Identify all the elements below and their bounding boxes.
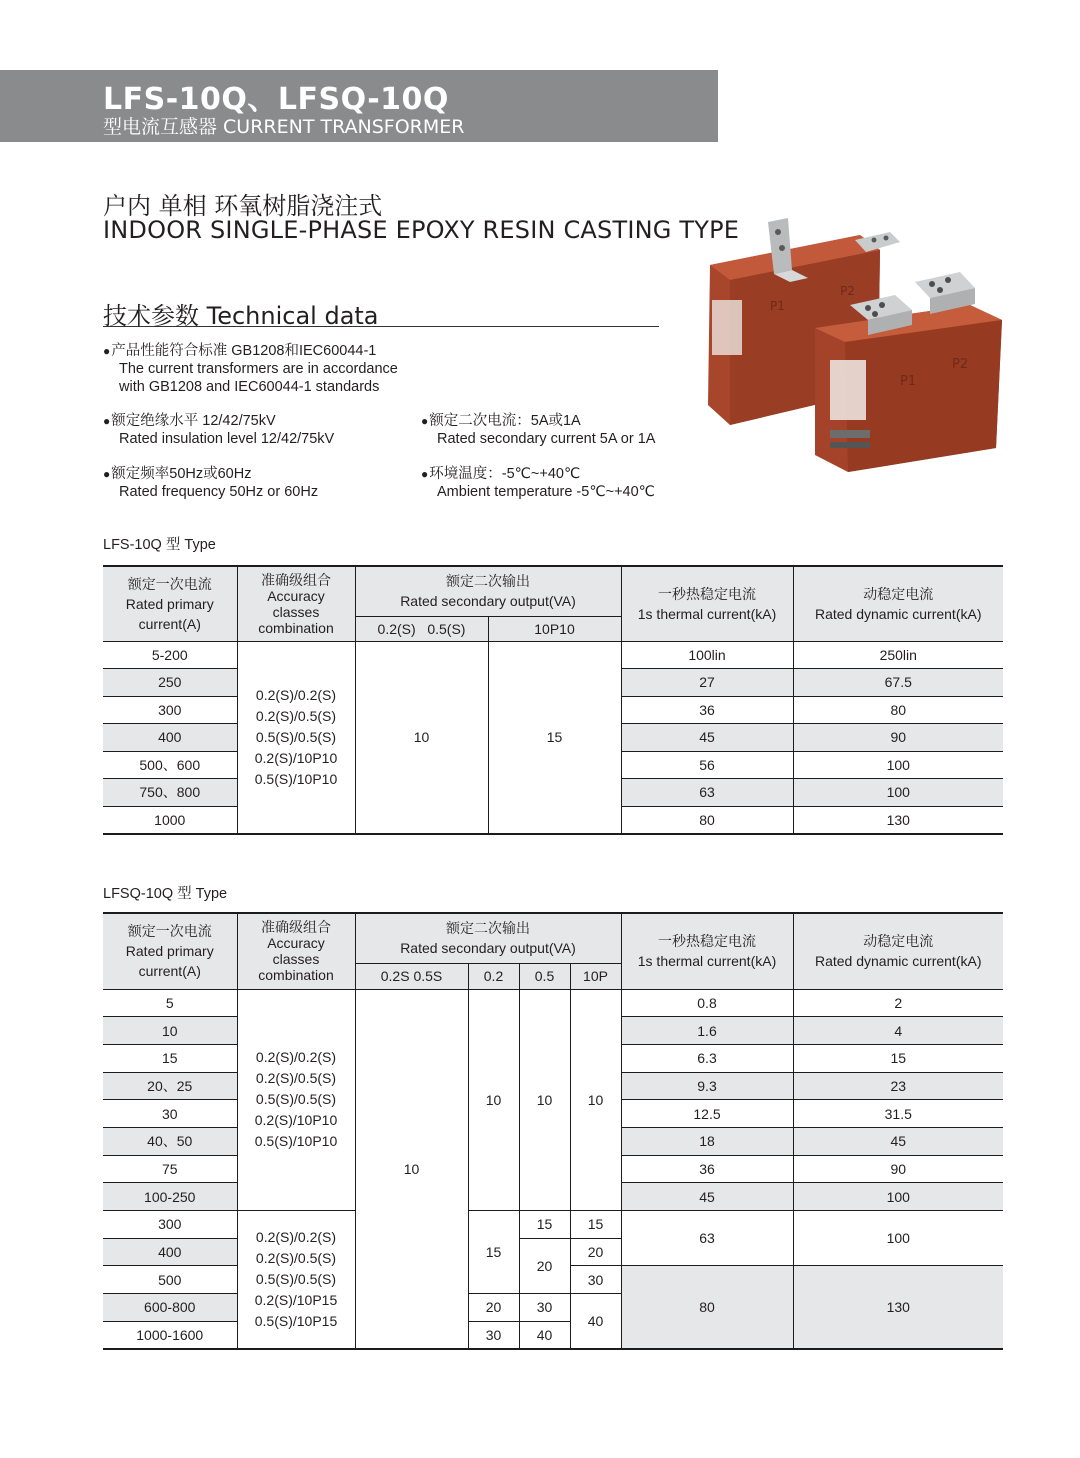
spec-frequency bbox=[103, 465, 318, 501]
current-transformer-photo bbox=[690, 210, 1040, 490]
output-05-lower-a: 15 bbox=[519, 1211, 570, 1239]
output-02s-05s-value: 10 bbox=[355, 989, 468, 1349]
table-cell: 0.8 bbox=[621, 989, 793, 1017]
table-cell: 300 bbox=[103, 696, 237, 724]
table-cell: 36 bbox=[621, 1155, 793, 1183]
table-cell: 100-250 bbox=[103, 1183, 237, 1211]
header-02s-05s: 0.2(S) 0.5(S) bbox=[355, 616, 488, 641]
table-cell: 500、600 bbox=[103, 751, 237, 779]
table-cell: 250lin bbox=[793, 641, 1003, 669]
output-10p-lower-b: 20 bbox=[570, 1238, 621, 1266]
output-05-lower-c: 30 bbox=[519, 1294, 570, 1322]
table-cell: 100 bbox=[793, 1183, 1003, 1211]
table-cell: 10 bbox=[103, 1017, 237, 1045]
table-cell: 40、50 bbox=[103, 1127, 237, 1155]
table-cell: 15 bbox=[793, 1044, 1003, 1072]
table-cell: 23 bbox=[793, 1072, 1003, 1100]
table-cell: 100 bbox=[793, 751, 1003, 779]
output-02-lower-c: 30 bbox=[468, 1321, 519, 1349]
technical-data-heading: 技术参数 Technical data bbox=[103, 302, 379, 330]
header-02: 0.2 bbox=[468, 963, 519, 989]
spec-standard-zh: ● 产品性能符合标准 GB1208和IEC60044-1 bbox=[103, 342, 398, 360]
header-rated-primary: 额定一次电流 Rated primary current(A) bbox=[103, 566, 237, 641]
header-02s-05s: 0.2S 0.5S bbox=[355, 963, 468, 989]
table-cell: 80 bbox=[793, 696, 1003, 724]
table-cell: 1000-1600 bbox=[103, 1321, 237, 1349]
table-cell: 600-800 bbox=[103, 1294, 237, 1322]
table-cell: 500 bbox=[103, 1266, 237, 1294]
table-cell: 31.5 bbox=[793, 1100, 1003, 1128]
table-cell: 45 bbox=[621, 724, 793, 752]
header-thermal-current: 一秒热稳定电流 1s thermal current(kA) bbox=[621, 566, 793, 641]
table-cell: 63 bbox=[621, 1211, 793, 1266]
spec-standard-en1: The current transformers are in accordance bbox=[119, 361, 398, 377]
table-cell: 6.3 bbox=[621, 1044, 793, 1072]
p1-label-back: P1 bbox=[770, 299, 785, 313]
spec-temperature-en: Ambient temperature -5℃~+40℃ bbox=[437, 484, 655, 500]
spec-insulation bbox=[103, 412, 334, 448]
table-cell: 45 bbox=[793, 1127, 1003, 1155]
output-05-upper: 10 bbox=[519, 989, 570, 1211]
table-cell: 130 bbox=[793, 1266, 1003, 1349]
heading-divider bbox=[103, 326, 659, 327]
p2-label-back: P2 bbox=[840, 284, 855, 298]
spec-standard bbox=[103, 342, 398, 396]
spec-standard-en2: with GB1208 and IEC60044-1 standards bbox=[119, 379, 380, 395]
table-cell: 15 bbox=[103, 1044, 237, 1072]
spec-temperature-zh: ● 环境温度：-5℃~+40℃ bbox=[421, 465, 655, 483]
table-cell: 90 bbox=[793, 1155, 1003, 1183]
table-cell: 400 bbox=[103, 1238, 237, 1266]
table-cell: 80 bbox=[621, 1266, 793, 1349]
spec-insulation-en: Rated insulation level 12/42/75kV bbox=[119, 431, 335, 447]
title-banner bbox=[0, 70, 718, 142]
output-02s-05s-value: 10 bbox=[355, 641, 488, 834]
spec-secondary-zh: ● 额定二次电流：5A或1A bbox=[421, 412, 655, 430]
header-accuracy: 准确级组合 Accuracy classes combination bbox=[237, 913, 355, 989]
header-10p10: 10P10 bbox=[488, 616, 621, 641]
table-cell: 400 bbox=[103, 724, 237, 752]
lfs-10q-table bbox=[103, 565, 1003, 835]
type-description-en: INDOOR SINGLE-PHASE EPOXY RESIN CASTING TYPE bbox=[103, 216, 740, 244]
table-cell: 56 bbox=[621, 751, 793, 779]
table-cell: 100lin bbox=[621, 641, 793, 669]
table-cell: 9.3 bbox=[621, 1072, 793, 1100]
header-accuracy: 准确级组合 Accuracy classes combination bbox=[237, 566, 355, 641]
table-cell: 4 bbox=[793, 1017, 1003, 1045]
model-title: LFS-10Q、LFSQ-10Q bbox=[103, 82, 449, 117]
output-10p-lower-a: 15 bbox=[570, 1211, 621, 1239]
header-dynamic-current: 动稳定电流 Rated dynamic current(kA) bbox=[793, 566, 1003, 641]
product-subtitle: 型电流互感器 CURRENT TRANSFORMER bbox=[103, 116, 465, 138]
table2-caption: LFSQ-10Q 型 Type bbox=[103, 886, 228, 902]
output-10p-upper: 10 bbox=[570, 989, 621, 1211]
spec-temperature bbox=[421, 465, 655, 501]
table-cell: 100 bbox=[793, 779, 1003, 807]
table-cell: 80 bbox=[621, 806, 793, 834]
table-cell: 20、25 bbox=[103, 1072, 237, 1100]
table-cell: 1000 bbox=[103, 806, 237, 834]
spec-insulation-zh: ● 额定绝缘水平 12/42/75kV bbox=[103, 412, 334, 430]
table-cell: 300 bbox=[103, 1211, 237, 1239]
header-rated-primary: 额定一次电流 Rated primary current(A) bbox=[103, 913, 237, 989]
header-secondary-output: 额定二次输出 Rated secondary output(VA) bbox=[355, 566, 621, 616]
accuracy-combinations-a: 0.2(S)/0.2(S) 0.2(S)/0.5(S) 0.5(S)/0.5(S) 0.2(S)/10P10 0.5(S)/10P10 bbox=[237, 989, 355, 1211]
header-secondary-output: 额定二次输出 Rated secondary output(VA) bbox=[355, 913, 621, 963]
table-cell: 5-200 bbox=[103, 641, 237, 669]
spec-frequency-en: Rated frequency 50Hz or 60Hz bbox=[119, 484, 319, 500]
table-cell: 30 bbox=[103, 1100, 237, 1128]
table-cell: 750、800 bbox=[103, 779, 237, 807]
table-cell: 67.5 bbox=[793, 669, 1003, 697]
header-05: 0.5 bbox=[519, 963, 570, 989]
table1-caption: LFS-10Q 型 Type bbox=[103, 537, 216, 553]
header-thermal-current: 一秒热稳定电流 1s thermal current(kA) bbox=[621, 913, 793, 989]
table-cell: 1.6 bbox=[621, 1017, 793, 1045]
table-cell: 27 bbox=[621, 669, 793, 697]
accuracy-combinations: 0.2(S)/0.2(S) 0.2(S)/0.5(S) 0.5(S)/0.5(S) 0.2(S)/10P10 0.5(S)/10P10 bbox=[237, 641, 355, 834]
table-cell: 100 bbox=[793, 1211, 1003, 1266]
table-cell: 36 bbox=[621, 696, 793, 724]
output-10p-lower-c: 30 bbox=[570, 1266, 621, 1294]
output-02-lower-b: 20 bbox=[468, 1294, 519, 1322]
header-dynamic-current: 动稳定电流 Rated dynamic current(kA) bbox=[793, 913, 1003, 989]
table-cell: 5 bbox=[103, 989, 237, 1017]
output-10p10-value: 15 bbox=[488, 641, 621, 834]
type-description-zh: 户内 单相 环氧树脂浇注式 bbox=[103, 192, 383, 220]
table-cell: 75 bbox=[103, 1155, 237, 1183]
output-02-upper: 10 bbox=[468, 989, 519, 1211]
lfsq-10q-table bbox=[103, 912, 1003, 1350]
table-cell: 90 bbox=[793, 724, 1003, 752]
p1-label-front: P1 bbox=[900, 374, 917, 389]
output-02-lower-a: 15 bbox=[468, 1211, 519, 1294]
spec-secondary-current bbox=[421, 412, 655, 448]
spec-frequency-zh: ● 额定频率50Hz或60Hz bbox=[103, 465, 318, 483]
header-10p: 10P bbox=[570, 963, 621, 989]
table-cell: 2 bbox=[793, 989, 1003, 1017]
output-10p-lower-d: 40 bbox=[570, 1294, 621, 1349]
table-cell: 250 bbox=[103, 669, 237, 697]
output-05-lower-b: 20 bbox=[519, 1238, 570, 1293]
spec-secondary-en: Rated secondary current 5A or 1A bbox=[437, 431, 656, 447]
table-cell: 63 bbox=[621, 779, 793, 807]
p2-label-front: P2 bbox=[952, 357, 969, 372]
table-cell: 130 bbox=[793, 806, 1003, 834]
table-cell: 12.5 bbox=[621, 1100, 793, 1128]
output-05-lower-d: 40 bbox=[519, 1321, 570, 1349]
table-cell: 18 bbox=[621, 1127, 793, 1155]
accuracy-combinations-b: 0.2(S)/0.2(S) 0.2(S)/0.5(S) 0.5(S)/0.5(S) 0.2(S)/10P15 0.5(S)/10P15 bbox=[237, 1211, 355, 1349]
table-cell: 45 bbox=[621, 1183, 793, 1211]
